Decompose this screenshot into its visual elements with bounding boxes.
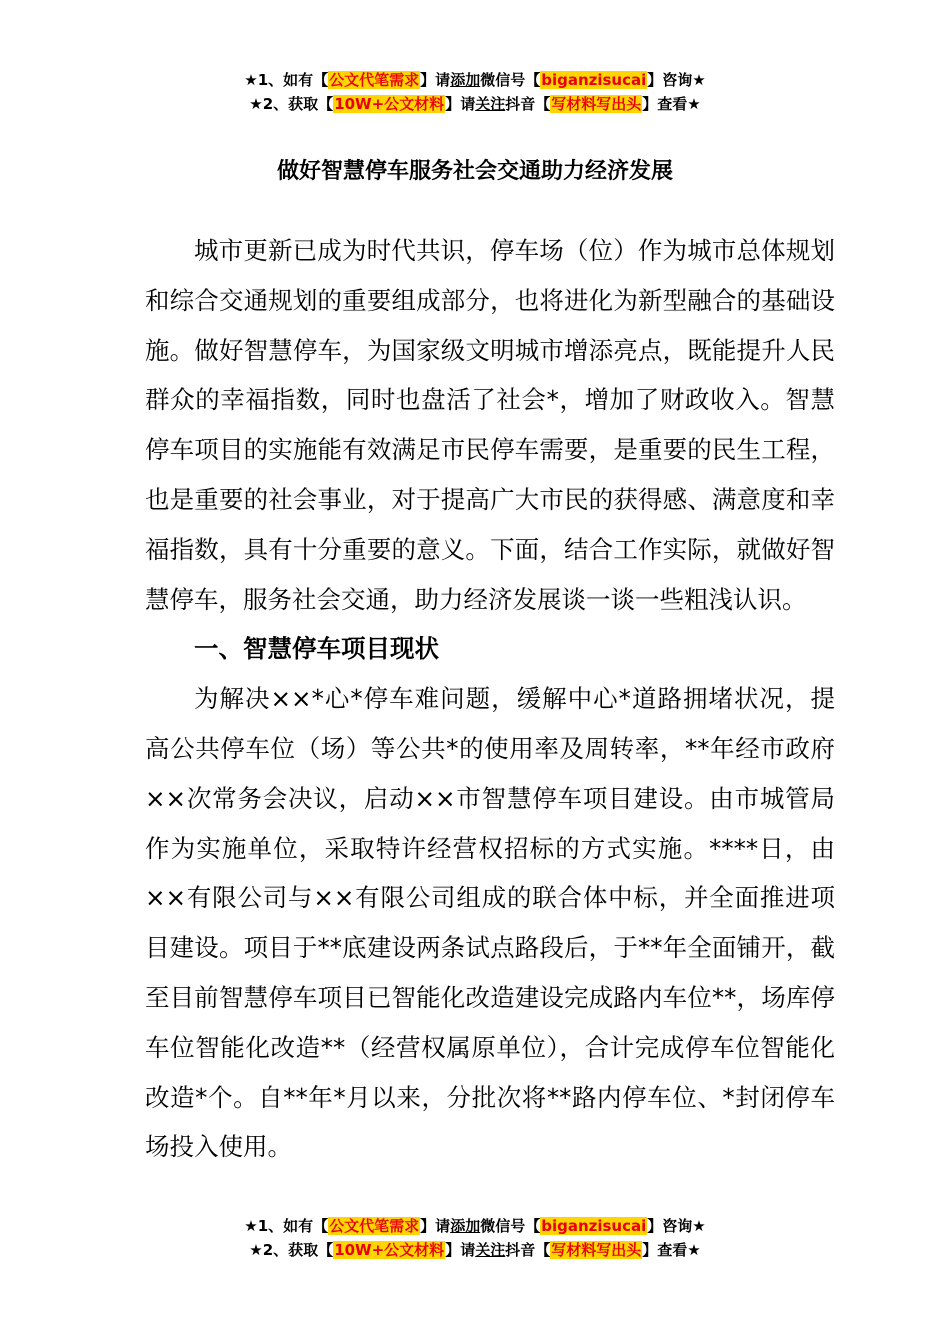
banner-underline: 添加: [450, 71, 481, 89]
banner-text: 微信号【: [480, 1217, 541, 1235]
banner-highlight: 10W+公文材料: [334, 95, 445, 113]
banner-text: 】咨询★: [647, 1217, 706, 1235]
banner-highlight: biganzisucai: [541, 1217, 647, 1235]
banner-text: 】请: [420, 1217, 451, 1235]
paragraph: 城市更新已成为时代共识，停车场（位）作为城市总体规划和综合交通规划的重要组成部分，也将进化为新型融合的基础设施。做好智慧停车，为国家级文明城市增添亮点，既能提升人民群众的幸福指数，同时也盘活了社会*，增加了财政收入。智慧停车项目的实施能有效满足市民停车需要，是重要的民生工程，也是重要的社会事业，对于提高广大市民的获得感、满意度和幸福指数，具有十分重要的意义。下面，结合工作实际，就做好智慧停车，服务社会交通，助力经济发展谈一谈一些粗浅认识。: [145, 236, 835, 614]
document-title: 做好智慧停车服务社会交通助力经济发展: [276, 159, 673, 184]
banner-highlight: 写材料写出头: [551, 95, 642, 113]
banner-highlight: 写材料写出头: [551, 1241, 642, 1259]
banner-line-2: [0, 1238, 950, 1262]
banner-text: 】查看★: [642, 95, 701, 113]
banner-text: ★1、如有【: [244, 71, 329, 89]
banner-underline: 关注: [475, 95, 506, 113]
section-heading: 一、智慧停车项目现状: [194, 634, 439, 664]
banner-line-1: [0, 1214, 950, 1238]
banner-text: ★2、获取【: [249, 1241, 334, 1259]
header-banner: [0, 68, 950, 116]
banner-text: ★2、获取【: [249, 95, 334, 113]
footer-banner: [0, 1214, 950, 1262]
banner-underline: 关注: [475, 1241, 506, 1259]
banner-highlight: 公文代笔需求: [329, 1217, 420, 1235]
banner-line-2: [0, 92, 950, 116]
document-body: [145, 226, 835, 1172]
banner-highlight: 10W+公文材料: [334, 1241, 445, 1259]
banner-text: 】请: [420, 71, 451, 89]
banner-highlight: 公文代笔需求: [329, 71, 420, 89]
banner-text: 】请: [445, 95, 476, 113]
banner-underline: 添加: [450, 1217, 481, 1235]
banner-highlight: biganzisucai: [541, 71, 647, 89]
paragraph: 为解决××*心*停车难问题，缓解中心*道路拥堵状况，提高公共停车位（场）等公共*的使用率及周转率，**年经市政府××次常务会决议，启动××市智慧停车项目建设。由市城管局作为实施单位，采取特许经营权招标的方式实施。****日，由××有限公司与××有限公司组成的联合体中标，并全面推进项目建设。项目于**底建设两条试点路段后，于**年全面铺开，截至目前智慧停车项目已智能化改造建设完成路内车位**，场库停车位智能化改造**（经营权属原单位），合计完成停车位智能化改造*个。自**年*月以来，分批次将**路内停车位、*封闭停车场投入使用。: [145, 684, 835, 1162]
banner-text: 微信号【: [480, 71, 541, 89]
banner-text: ★1、如有【: [244, 1217, 329, 1235]
banner-text: 抖音【: [505, 95, 551, 113]
banner-text: 】咨询★: [647, 71, 706, 89]
banner-line-1: [0, 68, 950, 92]
banner-text: 】请: [445, 1241, 476, 1259]
banner-text: 抖音【: [505, 1241, 551, 1259]
banner-text: 】查看★: [642, 1241, 701, 1259]
